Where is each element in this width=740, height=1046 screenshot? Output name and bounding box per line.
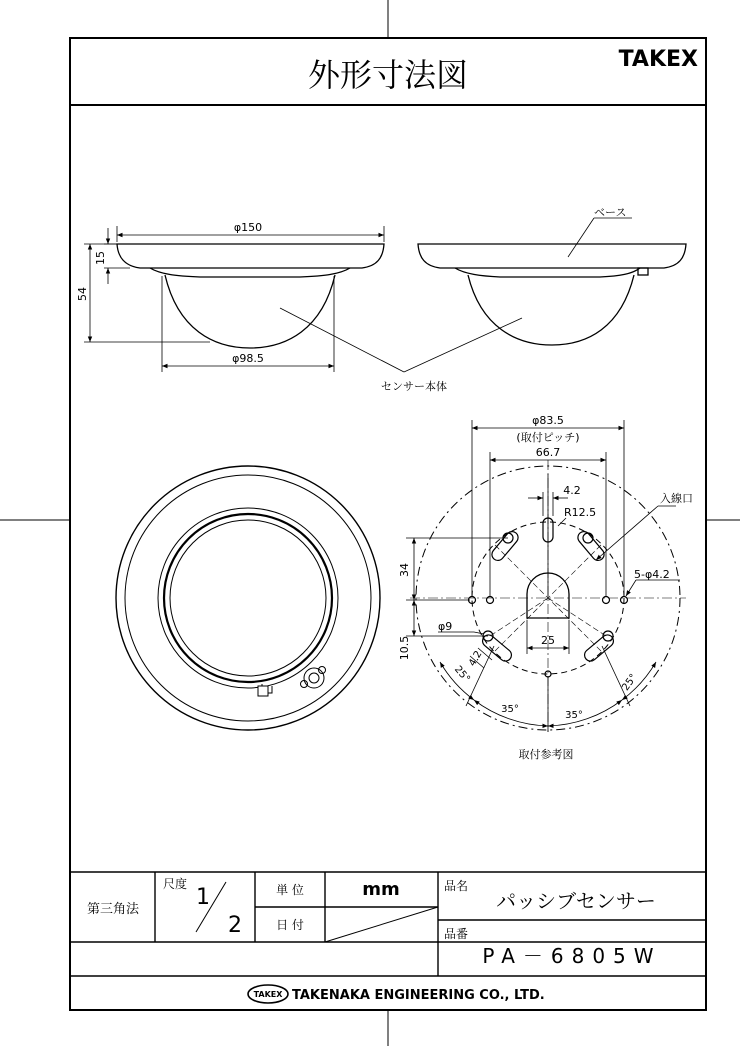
angle-25-right: 25° (620, 672, 640, 693)
side-view-dimensions (84, 226, 384, 372)
scale-label: 尺度 (163, 877, 188, 891)
angle-35-left: 35° (501, 704, 519, 715)
dim-phi9: φ9 (438, 620, 453, 633)
product-name: パッシブセンサー (496, 889, 656, 913)
dim-10-5: 10.5 (398, 635, 411, 661)
company-name: TAKENAKA ENGINEERING CO., LTD. (292, 988, 545, 1003)
top-view-drawing (116, 466, 380, 730)
dim-height-flange: 15 (94, 251, 107, 265)
dim-66-7: 66.7 (535, 446, 561, 459)
mount-caption: 取付参考図 (518, 748, 574, 761)
label-base: ベース (594, 206, 627, 219)
dim-4-2-bottom: 4.2 (467, 649, 485, 669)
dim-height-total: 54 (76, 287, 89, 301)
scale-denominator: 2 (228, 913, 242, 938)
dim-holes: 5-φ4.2 (634, 568, 670, 581)
sheet-border (70, 38, 706, 1010)
page-title: 外形寸法図 (307, 56, 469, 94)
label-inlet: 入線口 (660, 492, 693, 505)
model-number-label: 品番 (444, 927, 469, 941)
dim-34: 34 (398, 563, 411, 577)
side-view-base-drawing (418, 244, 686, 345)
dim-diameter-dome: φ98.5 (232, 352, 264, 365)
brand-logo: TAKEX (618, 47, 698, 72)
angle-35-right: 35° (565, 710, 583, 721)
scale-numerator: 1 (196, 885, 210, 910)
unit-value: mm (362, 879, 400, 900)
unit-label: 単 位 (276, 883, 304, 897)
dim-pitch-note: (取付ピッチ) (516, 431, 580, 444)
dim-diameter-top: φ150 (233, 221, 263, 234)
dim-pitch: φ83.5 (532, 414, 564, 427)
dim-25: 25 (541, 634, 555, 647)
angle-25-left: 25° (452, 664, 472, 685)
model-number: PA－6805W (482, 944, 662, 968)
side-view-drawing (117, 244, 384, 348)
date-label: 日 付 (276, 918, 304, 932)
dim-r12-5: R12.5 (564, 506, 597, 519)
product-name-label: 品名 (444, 879, 469, 893)
leader-lines (280, 218, 632, 372)
company-logo-text: TAKEX (253, 990, 283, 999)
label-sensor-body: センサー本体 (381, 380, 447, 393)
projection-method: 第三角法 (86, 902, 140, 917)
dim-4-2-top: 4.2 (563, 484, 581, 497)
company-logo (248, 985, 288, 1003)
